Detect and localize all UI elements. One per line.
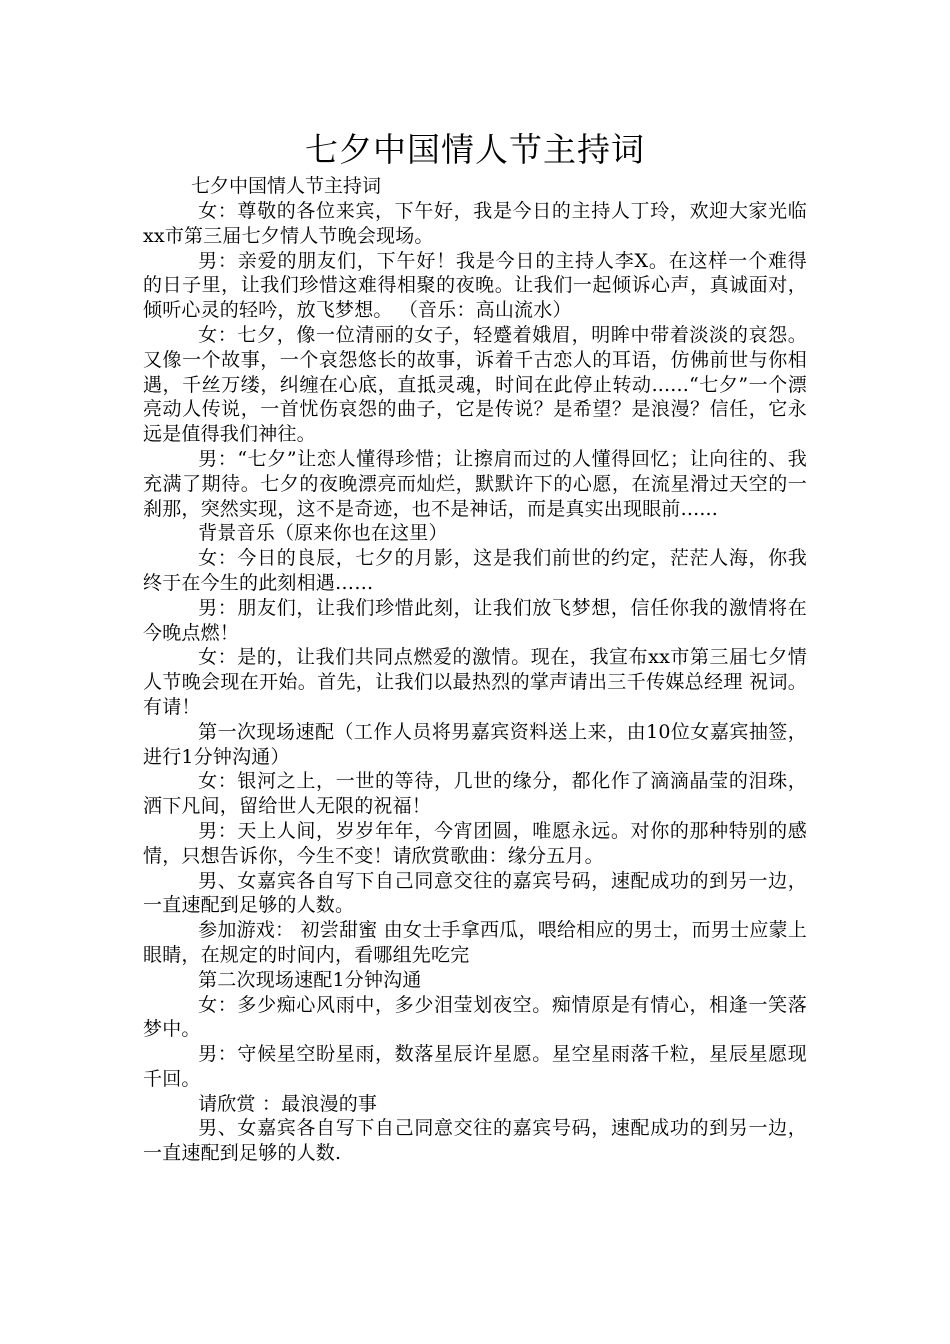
paragraph: 第二次现场速配1分钟沟通 xyxy=(198,968,422,991)
paragraph: 女：尊敬的各位来宾，下午好，我是今日的主持人丁玲，欢迎大家光临xx市第三届七夕情人节晚会现场。 xyxy=(143,200,807,247)
paragraph: 男：“七夕”让恋人懂得珍惜；让擦肩而过的人懂得回忆；让向往的、我充满了期待。七夕的夜晚漂亮而灿烂，默默许下的心愿，在流星滑过天空的一刹那，突然实现，这不是奇迹，也不是神话，而是真实出现眼前...... xyxy=(143,447,807,520)
paragraph: 女：是的，让我们共同点燃爱的激情。现在，我宣布xx市第三届七夕情人节晚会现在开始。首先，让我们以最热烈的掌声请出三千传媒总经理 祝词。有请！ xyxy=(143,646,807,718)
paragraph: 男：朋友们，让我们珍惜此刻，让我们放飞梦想，信任你我的激情将在今晚点燃！ xyxy=(143,596,807,644)
paragraph: 男：守候星空盼星雨，数落星辰许星愿。星空星雨落千粒，星辰星愿现千回。 xyxy=(143,1043,807,1090)
paragraph: 女：银河之上，一世的等待，几世的缘分，都化作了滴滴晶莹的泪珠，洒下凡间，留给世人无限的祝福！ xyxy=(143,770,807,818)
paragraph: 男、女嘉宾各自写下自己同意交往的嘉宾号码，速配成功的到另一边，一直速配到足够的人数. xyxy=(143,1117,807,1165)
document-title: 七夕中国情人节主持词 xyxy=(305,130,645,169)
paragraph: 女：多少痴心风雨中，多少泪莹划夜空。痴情原是有情心，相逢一笑落梦中。 xyxy=(143,993,807,1041)
paragraph: 男：天上人间，岁岁年年，今宵团圆，唯愿永远。对你的那种特别的感情，只想告诉你，今生不变！请欣赏歌曲：缘分五月。 xyxy=(143,819,807,867)
paragraph: 参加游戏： 初尝甜蜜 由女士手拿西瓜，喂给相应的男士，而男士应蒙上眼睛，在规定的时间内，看哪组先吃完 xyxy=(143,919,807,966)
paragraph: 女：今日的良辰，七夕的月影，这是我们前世的约定，茫茫人海，你我终于在今生的此刻相遇…… xyxy=(143,547,807,594)
paragraph: 背景音乐（原来你也在这里） xyxy=(198,522,448,545)
paragraph: 第一次现场速配（工作人员将男嘉宾资料送上来，由10位女嘉宾抽签，进行1分钟沟通） xyxy=(143,720,807,768)
document-subtitle: 七夕中国情人节主持词 xyxy=(191,175,382,197)
document-page xyxy=(143,128,807,1166)
paragraph: 请欣赏 ：最浪漫的事 xyxy=(198,1092,378,1115)
paragraph: 男、女嘉宾各自写下自己同意交往的嘉宾号码，速配成功的到另一边，一直速配到足够的人数。 xyxy=(143,869,807,917)
paragraph: 男：亲爱的朋友们，下午好！我是今日的主持人李X。在这样一个难得的日子里，让我们珍惜这难得相聚的夜晚。让我们一起倾诉心声，真诚面对，倾听心灵的轻吟，放飞梦想。 （音乐：高山流水） xyxy=(143,249,807,322)
paragraph: 女：七夕，像一位清丽的女子，轻蹙着娥眉，明眸中带着淡淡的哀怨。又像一个故事，一个哀怨悠长的故事，诉着千古恋人的耳语，仿佛前世与你相遇，千丝万缕，纠缠在心底，直抵灵魂，时间在此停止转动......“七夕”一个漂亮动人传说，一首忧伤哀怨的曲子，它是传说？是希望？是浪漫？信任，它永远是值得我们神往。 xyxy=(143,323,807,446)
